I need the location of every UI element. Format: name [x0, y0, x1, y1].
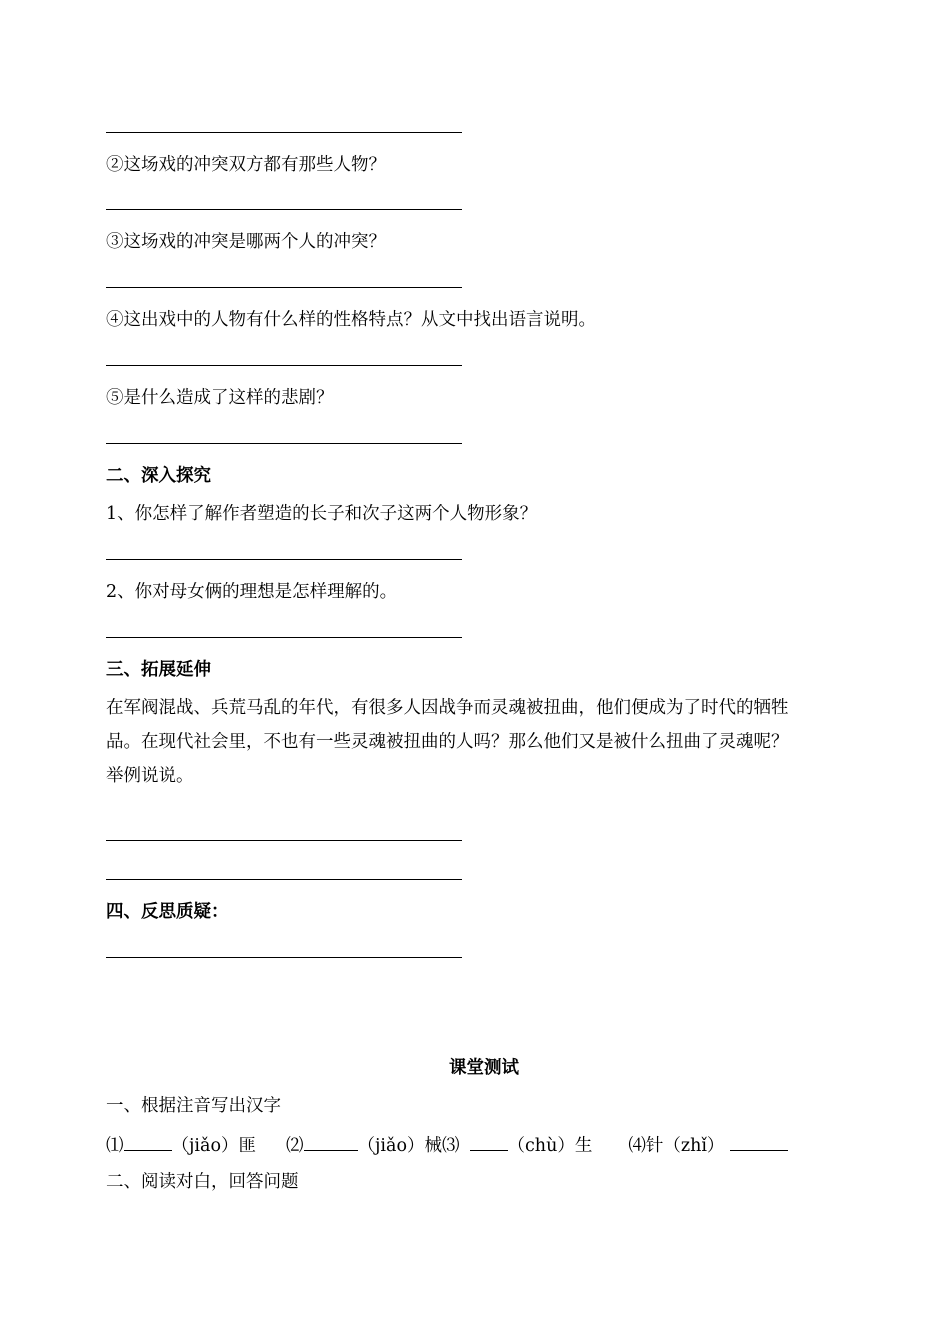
answer-line — [106, 443, 462, 444]
test-title: 课堂测试 — [449, 1058, 519, 1078]
section-heading-explore: 二、深入探究 — [106, 466, 211, 486]
extend-paragraph — [106, 691, 854, 793]
answer-line — [106, 879, 462, 880]
paragraph-line: 举例说说。 — [106, 766, 194, 786]
answer-line — [106, 840, 462, 841]
explore-item-1: 1、你怎样了解作者塑造的长子和次子这两个人物形象？ — [106, 504, 538, 524]
answer-line — [106, 365, 462, 366]
answer-line — [106, 637, 462, 638]
pinyin-item-1-text: （jiǎo）匪 — [171, 1136, 256, 1156]
answer-line — [106, 209, 462, 210]
answer-line — [106, 957, 462, 958]
question-2: ②这场戏的冲突双方都有那些人物？ — [106, 155, 386, 175]
section-heading-reflect: 四、反思质疑： — [106, 902, 229, 922]
pinyin-item-1-number: ⑴ — [106, 1136, 124, 1156]
section-heading-extend: 三、拓展延伸 — [106, 660, 211, 680]
pinyin-item-4-text: ⑷针（zhǐ） — [628, 1136, 725, 1156]
question-5: ⑤是什么造成了这样的悲剧？ — [106, 388, 334, 408]
pinyin-item-3-number: ⑶ — [442, 1136, 460, 1156]
pinyin-questions-row — [106, 1132, 846, 1158]
pinyin-item-2-text: （jiǎo）械 — [357, 1136, 442, 1156]
pinyin-item-3-text: （chù）生 — [507, 1136, 593, 1156]
fill-blank — [730, 1132, 788, 1151]
question-4: ④这出戏中的人物有什么样的性格特点？从文中找出语言说明。 — [106, 310, 596, 330]
paragraph-line: 品。在现代社会里，不也有一些灵魂被扭曲的人吗？那么他们又是被什么扭曲了灵魂呢？ — [106, 732, 789, 752]
answer-line — [106, 132, 462, 133]
test-part-1: 一、根据注音写出汉字 — [106, 1096, 281, 1116]
question-3: ③这场戏的冲突是哪两个人的冲突？ — [106, 232, 386, 252]
paragraph-line: 在军阀混战、兵荒马乱的年代，有很多人因战争而灵魂被扭曲，他们便成为了时代的牺牲 — [106, 698, 789, 718]
answer-line — [106, 559, 462, 560]
explore-item-2: 2、你对母女俩的理想是怎样理解的。 — [106, 582, 398, 602]
answer-line — [106, 287, 462, 288]
pinyin-item-2-number: ⑵ — [286, 1136, 304, 1156]
fill-blank — [124, 1132, 172, 1151]
fill-blank — [304, 1132, 358, 1151]
fill-blank — [470, 1132, 508, 1151]
test-part-2: 二、阅读对白，回答问题 — [106, 1172, 299, 1192]
